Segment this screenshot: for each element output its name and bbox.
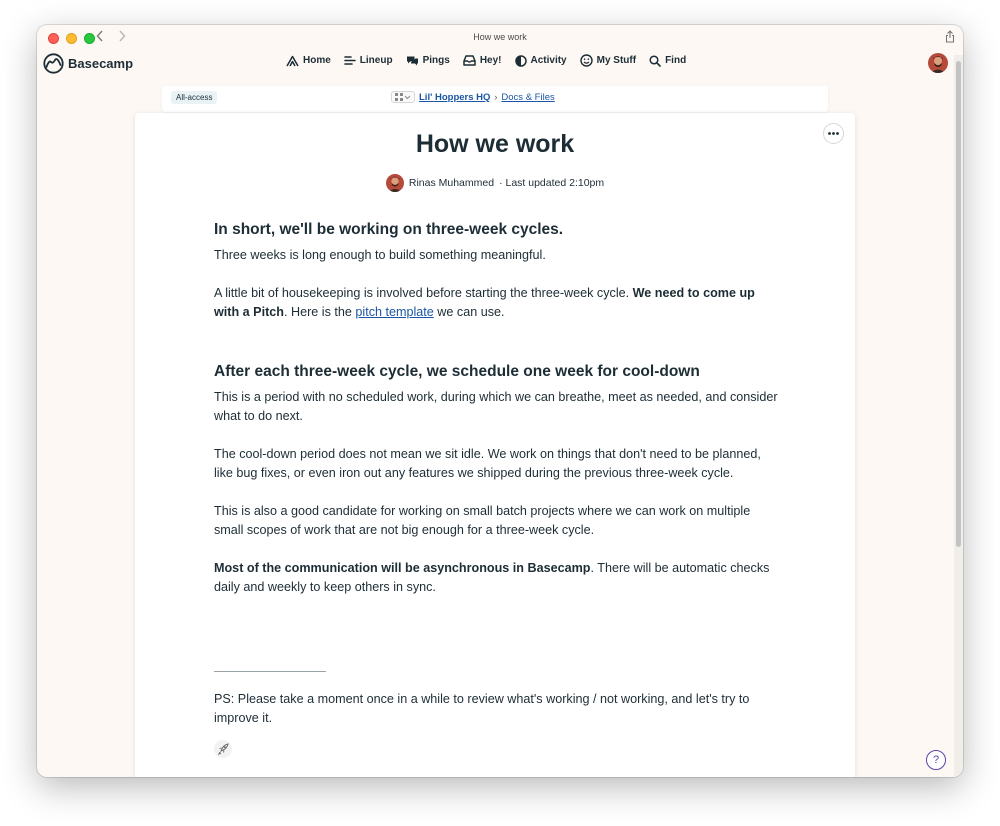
breadcrumb-project-link[interactable]: Lil' Hoppers HQ [419, 91, 491, 103]
heading-cool-down: After each three-week cycle, we schedule one week for cool-down [214, 363, 700, 380]
paragraph-meaningful: Three weeks is long enough to build something meaningful. [214, 248, 546, 262]
nav-find[interactable] [649, 54, 686, 67]
share-icon[interactable] [945, 30, 955, 43]
nav-pings-label: Pings [422, 55, 450, 66]
breadcrumb-separator: › [494, 92, 498, 102]
async-text-rest: . There will be automatic checks daily and weekly to keep others in sync. [214, 561, 770, 594]
paragraph-period: This is a period with no scheduled work, during which we can breathe, meet as needed, and consider what to do next. [214, 390, 778, 423]
nav-activity-label: Activity [530, 55, 567, 66]
ps-section [214, 690, 779, 728]
grid-icon [395, 93, 403, 101]
pitch-text-d: we can use. [433, 305, 505, 319]
pings-icon [406, 55, 419, 67]
logo-text: Basecamp [68, 56, 134, 71]
pitch-text-c: . Here is the [283, 305, 356, 319]
scrollbar[interactable] [954, 55, 963, 777]
scrollbar-thumb[interactable] [956, 61, 961, 547]
avatar-photo [928, 53, 948, 73]
app-window [37, 25, 963, 777]
author-avatar-photo [386, 174, 404, 192]
chevron-down-icon [404, 95, 411, 100]
breadcrumb-docs-link[interactable]: Docs & Files [501, 91, 555, 103]
paragraph-small-batch: This is also a good candidate for working on small batch projects where we can work on multiple small scopes of work that are not big enough for a three-week cycle. [214, 504, 751, 537]
author-name[interactable]: Rinas Muhammed [408, 177, 495, 189]
pitch-text-a: A little bit of housekeeping is involved before starting the three-week cycle. [214, 286, 633, 300]
nav-hey-label: Hey! [479, 55, 502, 66]
help-button[interactable]: ? [926, 750, 946, 770]
nav-activity[interactable] [515, 54, 567, 67]
window-title: How we work [473, 32, 527, 42]
pitch-text-bold: We need to come up with a Pitch [214, 286, 755, 319]
nav-hey[interactable] [463, 54, 502, 67]
basecamp-logo[interactable] [43, 53, 133, 74]
nav-my-stuff[interactable] [580, 54, 636, 67]
smiley-icon [580, 54, 593, 67]
nav-home[interactable] [286, 54, 331, 67]
paragraph-ps: PS: Please take a moment once in a while to review what's working / not working, and let's try to improve it. [214, 692, 750, 725]
lineup-icon [344, 55, 356, 66]
async-text-bold: Most of the communication will be asynchronous in Basecamp [214, 561, 591, 575]
breadcrumb-bar [162, 86, 828, 112]
divider [214, 671, 326, 672]
author-avatar[interactable] [386, 174, 404, 192]
main-menu [286, 54, 686, 67]
nav-pings[interactable] [406, 54, 450, 67]
boost-button[interactable] [214, 740, 232, 758]
nav-home-label: Home [303, 55, 331, 66]
all-access-badge[interactable]: All-access [171, 91, 217, 104]
paragraph-pitch [214, 284, 779, 322]
section-one [214, 220, 779, 322]
project-switcher[interactable] [391, 91, 415, 103]
user-avatar[interactable] [928, 53, 948, 73]
nav-lineup[interactable] [344, 54, 393, 67]
rocket-icon [217, 743, 229, 755]
basecamp-logo-icon [43, 53, 64, 74]
document-card [135, 113, 855, 777]
search-icon [649, 55, 661, 67]
nav-lineup-label: Lineup [359, 55, 393, 66]
paragraph-idle: The cool-down period does not mean we sit idle. We work on things that don't need to be planned, like bug fixes, or even iron out any features we shipped during the previous three-week cycle. [214, 447, 761, 480]
nav-my-stuff-label: My Stuff [596, 55, 637, 66]
paragraph-async [214, 559, 779, 597]
pitch-template-link[interactable]: pitch template [355, 305, 434, 319]
title-bar [37, 25, 963, 49]
breadcrumb [391, 91, 555, 103]
document-byline [135, 174, 855, 192]
document-title: How we work [415, 130, 575, 158]
home-icon [286, 55, 299, 67]
hey-icon [463, 55, 476, 66]
app-navigation [37, 49, 963, 79]
heading-cycles: In short, we'll be working on three-week cycles. [214, 221, 564, 238]
activity-icon [515, 55, 527, 67]
last-updated: · Last updated 2:10pm [499, 177, 605, 189]
section-two [214, 362, 779, 597]
nav-find-label: Find [665, 55, 687, 66]
